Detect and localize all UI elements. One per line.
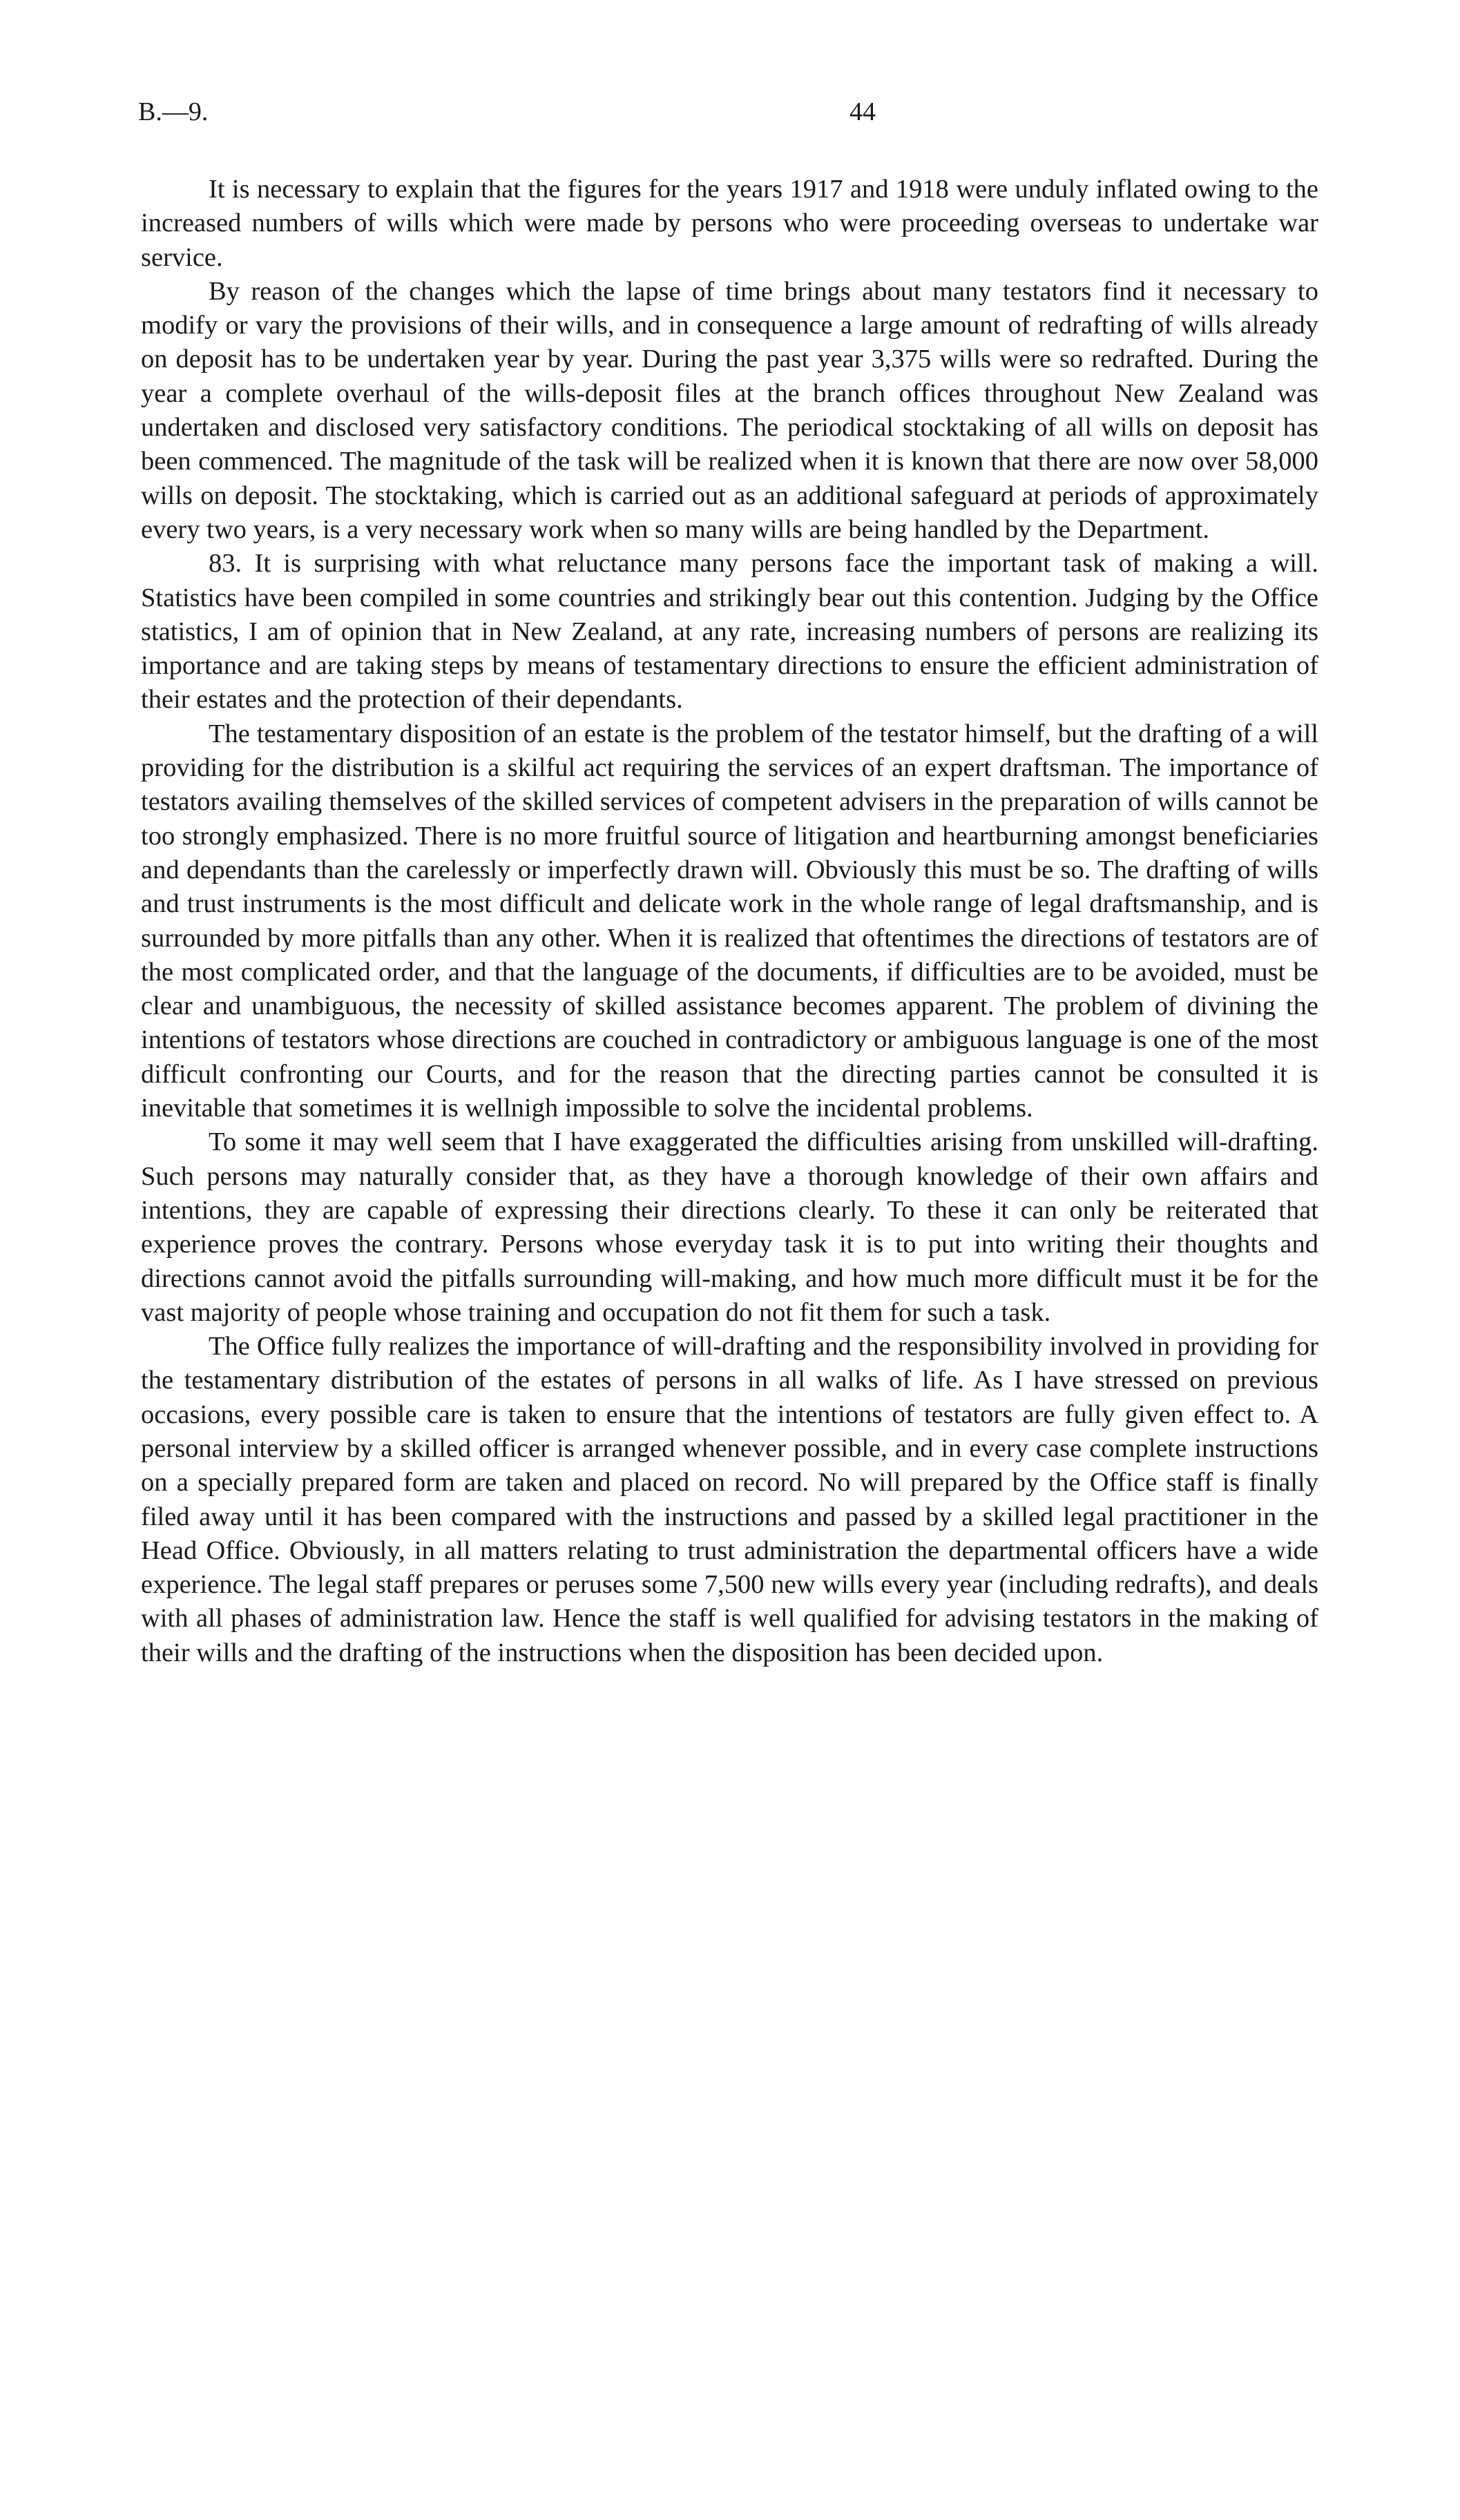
paragraph-unskilled-drafting: To some it may well seem that I have exaggerated the difficulties arising from unskilled will-drafting. Such persons may naturally consider that, as they have a thorough knowledge of their own affairs and intentions, they are capable of expressing their directions clearly. To these it can only be reiterated that experience proves the contrary. Persons whose everyday task it is to put into writing their thoughts and directions cannot avoid the pitfalls surrounding will-making, and how much more difficult must it be for the vast majority of people whose training and occupation do not fit them for such a task. (141, 1127, 1318, 1327)
page-number: 44 (849, 97, 876, 126)
paragraph-wills-figures: It is necessary to explain that the figures for the years 1917 and 1918 were unduly inflated owing to the increased numbers of wills which were made by persons who were proceeding overseas to undertake war service. (141, 175, 1318, 272)
paragraph-redrafting: By reason of the changes which the lapse of time brings about many testators find it necessary to modify or vary the provisions of their wills, and in consequence a large amount of redrafting of wills already on deposit has to be undertaken year by year. During the past year 3,375 wills were so redrafted. During the year a complete overhaul of the wills-deposit files at the branch offices throughout New Zealand was undertaken and disclosed very satisfactory conditions. The periodical stocktaking of all wills on deposit has been commenced. The magnitude of the task will be realized when it is known that there are now over 58,000 wills on deposit. The stocktaking, which is carried out as an additional safeguard at periods of approximately every two years, is a very necessary work when so many wills are being handled by the Department. (141, 276, 1318, 544)
paragraph-testamentary-disposition: The testamentary disposition of an estate is the problem of the testator himself, but the drafting of a will providing for the distribution is a skilful act requiring the services of an expert draftsman. The importance of testators availing themselves of the skilled services of competent advisers in the preparation of wills cannot be too strongly emphasized. There is no more fruitful source of litigation and heartburning amongst beneficiaries and dependants than the carelessly or imperfectly drawn will. Obviously this must be so. The drafting of wills and trust instruments is the most difficult and delicate work in the whole range of legal draftsmanship, and is surrounded by more pitfalls than any other. When it is realized that oftentimes the directions of testators are of the most complicated order, and that the language of the documents, if difficulties are to be avoided, must be clear and unambiguous, the necessity of skilled assistance becomes apparent. The problem of divining the intentions of testators whose directions are couched in contradictory or ambiguous language is one of the most difficult confronting our Courts, and for the reason that the directing parties cannot be consulted it is inevitable that sometimes it is wellnigh impossible to solve the incidental problems. (141, 719, 1318, 1123)
document-body (141, 173, 1318, 1670)
document-reference: B.—9. (138, 97, 209, 126)
page-header (138, 97, 1312, 138)
paragraph-83-reluctance: 83. It is surprising with what reluctance many persons face the important task of making a will. Statistics have been compiled in some countries and strikingly bear out this contention. Judging by the Office statistics, I am of opinion that in New Zealand, at any rate, increasing numbers of persons are realizing its importance and are taking steps by means of testamentary directions to ensure the efficient administration of their estates and the protection of their dependants. (141, 549, 1318, 715)
paragraph-office-responsibility: The Office fully realizes the importance of will-drafting and the responsibility involved in providing for the testamentary distribution of the estates of persons in all walks of life. As I have stressed on previous occasions, every possible care is taken to ensure that the intentions of testators are fully given effect to. A personal interview by a skilled officer is arranged whenever possible, and in every case complete instructions on a specially prepared form are taken and placed on record. No will prepared by the Office staff is finally filed away until it has been compared with the instructions and passed by a skilled legal practitioner in the Head Office. Obviously, in all matters relating to trust administration the departmental officers have a wide experience. The legal staff prepares or peruses some 7,500 new wills every year (including redrafts), and deals with all phases of administration law. Hence the staff is well qualified for advising testators in the making of their wills and the drafting of the instructions when the disposition has been decided upon. (141, 1332, 1318, 1667)
